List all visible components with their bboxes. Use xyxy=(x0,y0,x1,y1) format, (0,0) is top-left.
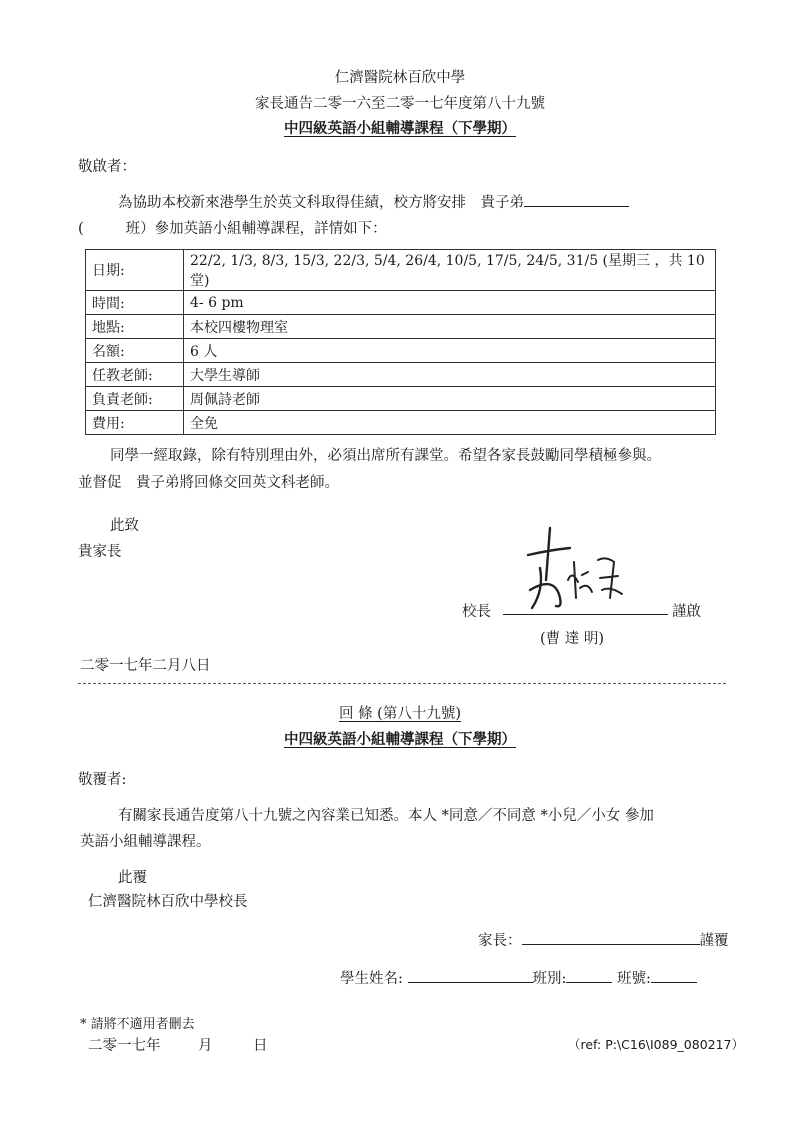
student-info-row xyxy=(340,967,697,988)
cut-line xyxy=(78,683,726,684)
reply-date-year: 二零一七年 xyxy=(88,1038,161,1054)
letter-date: 二零一七年二月八日 xyxy=(80,658,211,674)
body-line-2: 並督促 貴子弟將回條交回英文科老師。 xyxy=(78,475,339,491)
intro-line-2 xyxy=(78,217,387,238)
details-value: 大學生導師 xyxy=(184,363,716,387)
details-row xyxy=(86,411,716,435)
notice-number: 家長通告二零一六至二零一七年度第八十九號 xyxy=(255,96,545,112)
details-label: 名額: xyxy=(86,339,184,363)
principal-signature xyxy=(510,520,630,615)
details-value: 22/2, 1/3, 8/3, 15/3, 22/3, 5/4, 26/4, 10/5, 17/5, 24/5, 31/5 (星期三 ，共 10 堂) xyxy=(184,250,716,291)
reply-salutation: 敬覆者: xyxy=(78,772,127,788)
number-label: 班號: xyxy=(617,971,651,987)
parent-signature-field[interactable] xyxy=(522,930,700,945)
reply-body-line-1: 有關家長通告度第八十九號之內容業已知悉。本人 *同意／不同意 *小兒／小女 參加 xyxy=(118,808,654,824)
details-value: 6 人 xyxy=(184,339,716,363)
details-value: 4- 6 pm xyxy=(184,291,716,315)
reply-body-line-2: 英語小組輔導課程。 xyxy=(80,834,211,850)
details-label: 費用: xyxy=(86,411,184,435)
principal-suffix: 謹啟 xyxy=(672,604,701,620)
student-name-label: 學生姓名: xyxy=(340,971,403,987)
notice-title: 中四級英語小組輔導課程（下學期） xyxy=(284,120,516,137)
details-row xyxy=(86,363,716,387)
reply-closing-1: 此覆 xyxy=(118,870,147,886)
details-table xyxy=(85,249,716,435)
student-name-field[interactable] xyxy=(408,968,533,983)
principal-name: (曹 達 明) xyxy=(540,631,605,647)
details-label: 任教老師: xyxy=(86,363,184,387)
reply-date-day: 日 xyxy=(253,1038,268,1054)
principal-label: 校長 xyxy=(462,604,491,620)
reply-heading: 回 條 (第八十九號) xyxy=(338,706,462,722)
class-label: 班別: xyxy=(532,971,567,987)
details-row xyxy=(86,291,716,315)
reply-closing-2: 仁濟醫院林百欣中學校長 xyxy=(88,894,248,910)
details-value: 周佩詩老師 xyxy=(184,387,716,411)
parent-suffix: 謹覆 xyxy=(699,933,729,949)
details-row xyxy=(86,339,716,363)
intro-text-2: 班）參加英語小組輔導課程，詳情如下： xyxy=(125,221,387,237)
details-label: 負責老師: xyxy=(86,387,184,411)
number-field[interactable] xyxy=(651,968,697,983)
intro-paren: ( xyxy=(78,221,84,237)
closing-2: 貴家長 xyxy=(78,544,122,560)
details-row xyxy=(86,387,716,411)
student-name-blank xyxy=(524,192,629,207)
details-value: 本校四樓物理室 xyxy=(184,315,716,339)
reply-date-month: 月 xyxy=(198,1038,213,1054)
details-label: 時間: xyxy=(86,291,184,315)
intro-line-1 xyxy=(118,191,629,212)
details-row xyxy=(86,250,716,291)
intro-text-1: 為協助本校新來港學生於英文科取得佳績，校方將安排 貴子弟 xyxy=(118,195,524,211)
details-label: 地點: xyxy=(86,315,184,339)
principal-sign-line xyxy=(503,614,668,615)
closing-1: 此致 xyxy=(110,518,139,534)
parent-label: 家長： xyxy=(478,933,522,949)
class-field[interactable] xyxy=(566,968,612,983)
details-label: 日期: xyxy=(86,250,184,291)
details-value: 全免 xyxy=(184,411,716,435)
body-line-1: 同學一經取錄，除有特別理由外，必須出席所有課堂。希望各家長鼓勵同學積極參與。 xyxy=(110,448,661,464)
details-row xyxy=(86,315,716,339)
reference-code: （ref: P:\C16\I089_080217） xyxy=(568,1037,745,1052)
reply-title: 中四級英語小組輔導課程（下學期） xyxy=(284,731,516,748)
parent-signature-row xyxy=(478,929,729,950)
footnote: * 請將不適用者刪去 xyxy=(80,1017,195,1032)
salutation: 敬啟者： xyxy=(78,159,136,175)
school-name: 仁濟醫院林百欣中學 xyxy=(334,70,466,86)
